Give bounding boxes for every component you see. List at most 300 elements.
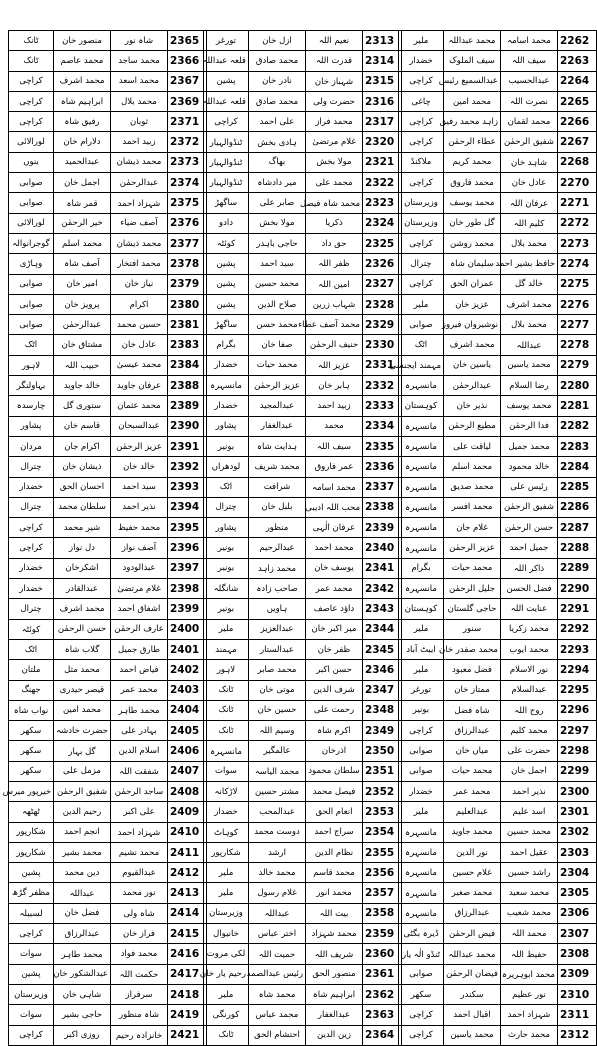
person-name: عبدالسلام xyxy=(501,680,558,700)
serial-number: 2311 xyxy=(558,1005,597,1025)
father-name: عبدالغفار xyxy=(249,416,306,436)
father-name: زاہد محمد رفیق xyxy=(444,112,501,132)
father-name: محمد صفدر خان xyxy=(444,639,501,659)
district-name: سوات xyxy=(9,1005,54,1025)
serial-number: 2295 xyxy=(558,680,597,700)
table-row xyxy=(204,335,402,355)
table-row xyxy=(9,477,207,497)
district-name: پشاور xyxy=(9,416,54,436)
father-name: منصور خان xyxy=(54,31,111,51)
person-name: آصف ضیاء xyxy=(111,213,168,233)
serial-number: 2332 xyxy=(363,376,402,396)
serial-number: 2356 xyxy=(363,863,402,883)
father-name: ارشد xyxy=(249,842,306,862)
father-name: صفا خان xyxy=(249,335,306,355)
father-name: انجم احمد xyxy=(54,822,111,842)
roster-block-left xyxy=(2,30,200,1042)
father-name: شرافت xyxy=(249,477,306,497)
serial-number: 2278 xyxy=(558,335,597,355)
table-row xyxy=(204,741,402,761)
district-name: قلعہ عبداللہ xyxy=(204,51,249,71)
father-name: دلارام خان xyxy=(54,132,111,152)
district-name: خضدار xyxy=(9,558,54,578)
person-name: فراز خان xyxy=(111,924,168,944)
table-row xyxy=(204,254,402,274)
serial-number: 2407 xyxy=(168,761,207,781)
district-name: ٹنڈوالہیار xyxy=(204,173,249,193)
serial-number: 2315 xyxy=(363,71,402,91)
person-name: نیاز خان xyxy=(111,274,168,294)
district-name: مانسہرہ xyxy=(399,457,444,477)
table-row xyxy=(399,132,597,152)
district-name: کوئٹہ xyxy=(9,619,54,639)
table-row xyxy=(204,376,402,396)
serial-number: 2380 xyxy=(168,294,207,314)
table-row xyxy=(399,924,597,944)
father-name: امیر خان xyxy=(54,274,111,294)
district-name: کراچی xyxy=(9,112,54,132)
person-name: محب اللہ ادیبی xyxy=(306,497,363,517)
table-row xyxy=(9,579,207,599)
table-row xyxy=(204,477,402,497)
father-name: محمد کریم xyxy=(444,152,501,172)
table-row xyxy=(204,944,402,964)
district-name: خیرپور میرس xyxy=(9,781,54,801)
table-row xyxy=(204,599,402,619)
table-row xyxy=(399,355,597,375)
person-name: محمد اسامہ xyxy=(306,477,363,497)
serial-number: 2406 xyxy=(168,741,207,761)
father-name: لیاقت علی xyxy=(444,436,501,456)
table-row xyxy=(204,579,402,599)
father-name: سنور xyxy=(444,619,501,639)
table-row xyxy=(9,274,207,294)
father-name: روزی اکبر xyxy=(54,1025,111,1045)
table-row xyxy=(399,721,597,741)
father-name: میاں خان xyxy=(444,741,501,761)
father-name: نذیر خان xyxy=(444,396,501,416)
district-name: ملیر xyxy=(204,883,249,903)
person-name: زبید احمد xyxy=(111,132,168,152)
table-row xyxy=(9,416,207,436)
table-row xyxy=(204,680,402,700)
district-name: کراچی xyxy=(399,721,444,741)
table-row xyxy=(399,538,597,558)
district-name: شکارپور xyxy=(9,822,54,842)
table-row xyxy=(399,579,597,599)
table-row xyxy=(9,781,207,801)
father-name: آصف شاہ xyxy=(54,254,111,274)
person-name: عبدالودود xyxy=(111,558,168,578)
district-name: کراچی xyxy=(399,132,444,152)
father-name: حاجی گلستان xyxy=(444,599,501,619)
table-row xyxy=(399,376,597,396)
serial-number: 2314 xyxy=(363,51,402,71)
table-row xyxy=(9,173,207,193)
table-row xyxy=(9,436,207,456)
serial-number: 2290 xyxy=(558,579,597,599)
person-name: محمد نشیم xyxy=(111,842,168,862)
table-row xyxy=(399,518,597,538)
father-name: گل بہار xyxy=(54,741,111,761)
father-name: غلام جان xyxy=(444,518,501,538)
father-name: پرویز خان xyxy=(54,294,111,314)
serial-number: 2360 xyxy=(363,944,402,964)
serial-number: 2317 xyxy=(363,112,402,132)
district-name: مانسہرہ xyxy=(399,903,444,923)
table-row xyxy=(399,781,597,801)
district-name: رحیم یار خان xyxy=(204,964,249,984)
person-name: محمد اللہ xyxy=(501,924,558,944)
serial-number: 2322 xyxy=(363,173,402,193)
serial-number: 2396 xyxy=(168,538,207,558)
serial-number: 2285 xyxy=(558,477,597,497)
district-name: خانیوال xyxy=(204,924,249,944)
table-row xyxy=(399,477,597,497)
serial-number: 2405 xyxy=(168,721,207,741)
father-name: دوست محمد xyxy=(249,822,306,842)
person-name: عرفان جاوید xyxy=(111,376,168,396)
district-name: وزیرستان xyxy=(399,213,444,233)
father-name: گلاب شاہ xyxy=(54,639,111,659)
table-row xyxy=(399,31,597,51)
person-name: محمد اشرف xyxy=(501,294,558,314)
table-row xyxy=(9,924,207,944)
person-name: رحمت علی xyxy=(306,700,363,720)
person-name: نظام الدین xyxy=(306,842,363,862)
district-name: مانسہرہ xyxy=(399,538,444,558)
table-row xyxy=(9,152,207,172)
person-name: محمد کلیم xyxy=(501,721,558,741)
serial-number: 2268 xyxy=(558,152,597,172)
father-name: عبدالرزاق xyxy=(54,924,111,944)
serial-number: 2267 xyxy=(558,132,597,152)
serial-number: 2416 xyxy=(168,944,207,964)
table-row xyxy=(204,802,402,822)
serial-number: 2377 xyxy=(168,233,207,253)
table-row xyxy=(399,396,597,416)
serial-number: 2354 xyxy=(363,822,402,842)
district-name: صوابی xyxy=(9,315,54,335)
district-name: ٹانک xyxy=(9,51,54,71)
person-name: نور عظیم xyxy=(501,984,558,1004)
serial-number: 2394 xyxy=(168,497,207,517)
district-name: ملاکنڈ xyxy=(399,152,444,172)
district-name: کراچی xyxy=(9,538,54,558)
person-name: سید احمد xyxy=(111,477,168,497)
person-name: فیصل محمد xyxy=(306,781,363,801)
serial-number: 2361 xyxy=(363,964,402,984)
serial-number: 2303 xyxy=(558,842,597,862)
district-name: بونیر xyxy=(204,599,249,619)
person-name: شاہ منظور xyxy=(111,1005,168,1025)
table-row xyxy=(399,558,597,578)
table-row xyxy=(204,132,402,152)
father-name: عزیز خان xyxy=(444,294,501,314)
person-name: شہباز خان xyxy=(306,71,363,91)
district-name: کراچی xyxy=(9,518,54,538)
father-name: محمد شاہ xyxy=(249,984,306,1004)
person-name: محمد حارث xyxy=(501,1025,558,1045)
table-row xyxy=(399,315,597,335)
serial-number: 2351 xyxy=(363,761,402,781)
district-name: چترال xyxy=(204,497,249,517)
district-name: چترال xyxy=(9,457,54,477)
table-row xyxy=(399,660,597,680)
district-name: ملیر xyxy=(204,984,249,1004)
serial-number: 2414 xyxy=(168,903,207,923)
father-name: محمد امین xyxy=(444,91,501,111)
person-name: فدا الرحمٰن xyxy=(501,416,558,436)
person-name: ظفر اللہ xyxy=(306,254,363,274)
father-name: اجمل خان xyxy=(54,173,111,193)
serial-number: 2335 xyxy=(363,436,402,456)
serial-number: 2316 xyxy=(363,91,402,111)
person-name: محمد قاسم xyxy=(306,863,363,883)
person-name: عرفان اللہ xyxy=(501,193,558,213)
table-row xyxy=(204,274,402,294)
serial-number: 2299 xyxy=(558,761,597,781)
table-row xyxy=(399,700,597,720)
person-name: حسن الرحمٰن xyxy=(501,518,558,538)
district-name: بنوں xyxy=(9,152,54,172)
father-name: عزیز الرحمٰن xyxy=(444,538,501,558)
serial-number: 2263 xyxy=(558,51,597,71)
father-name: غلام حسین xyxy=(444,863,501,883)
table-row xyxy=(9,599,207,619)
district-name: بہاولنگر xyxy=(9,376,54,396)
district-name: خضدار xyxy=(204,802,249,822)
table-row xyxy=(399,903,597,923)
person-name: غلام مرتضیٰ xyxy=(111,579,168,599)
person-name: اکرام xyxy=(111,294,168,314)
father-name: غلام رسول xyxy=(249,883,306,903)
father-name: فیض الرحمٰن xyxy=(444,924,501,944)
serial-number: 2331 xyxy=(363,355,402,375)
serial-number: 2348 xyxy=(363,700,402,720)
person-name: جمیل احمد xyxy=(501,538,558,558)
serial-number: 2378 xyxy=(168,254,207,274)
person-name: شاہد خان xyxy=(501,152,558,172)
district-name: گوجرانوالہ xyxy=(9,233,54,253)
person-name: حنیف الرحمٰن xyxy=(306,335,363,355)
table-row xyxy=(399,497,597,517)
serial-number: 2287 xyxy=(558,518,597,538)
father-name: اشکرخان xyxy=(54,558,111,578)
table-row xyxy=(9,254,207,274)
person-name: محمد حفیظ xyxy=(111,518,168,538)
district-name: لودھراں xyxy=(204,457,249,477)
serial-number: 2395 xyxy=(168,518,207,538)
table-row xyxy=(204,193,402,213)
father-name: شاہ فضل xyxy=(444,700,501,720)
district-name: شانگلہ xyxy=(204,579,249,599)
father-name: ہاویں xyxy=(249,599,306,619)
table-row xyxy=(9,335,207,355)
person-name: عبدالرحمٰن xyxy=(111,173,168,193)
district-name: ایبٹ آباد xyxy=(399,639,444,659)
person-name: اجمل خان xyxy=(501,761,558,781)
person-name: عقیل احمد xyxy=(501,842,558,862)
father-name: عبدالمحب xyxy=(249,802,306,822)
serial-number: 2379 xyxy=(168,274,207,294)
table-row xyxy=(9,538,207,558)
serial-number: 2366 xyxy=(168,51,207,71)
table-row xyxy=(204,294,402,314)
father-name: قیصر حیدری xyxy=(54,680,111,700)
district-name: مظفر گڑھ xyxy=(9,883,54,903)
serial-number: 2421 xyxy=(168,1025,207,1045)
father-name: بھاگ xyxy=(249,152,306,172)
district-name: خضدار xyxy=(204,355,249,375)
father-name: عبدالرزاق xyxy=(444,721,501,741)
serial-number: 2344 xyxy=(363,619,402,639)
person-name: حفیظ اللہ xyxy=(501,944,558,964)
person-name: حضرت علی xyxy=(501,741,558,761)
person-name: نصرت اللہ xyxy=(501,91,558,111)
table-row xyxy=(204,416,402,436)
district-name: ڈیرہ بگٹی xyxy=(399,924,444,944)
serial-number: 2265 xyxy=(558,91,597,111)
person-name: محمد عمر xyxy=(111,680,168,700)
district-name: خضدار xyxy=(9,579,54,599)
table-row xyxy=(9,31,207,51)
table-row xyxy=(9,741,207,761)
table-row xyxy=(204,112,402,132)
register-page xyxy=(2,30,590,1042)
table-row xyxy=(9,660,207,680)
serial-number: 2289 xyxy=(558,558,597,578)
father-name: قمر شاہ xyxy=(54,193,111,213)
father-name: محمد یوسف xyxy=(444,193,501,213)
district-name: صوابی xyxy=(399,741,444,761)
father-name: محمد خالد xyxy=(249,863,306,883)
table-row xyxy=(9,497,207,517)
serial-number: 2301 xyxy=(558,802,597,822)
serial-number: 2417 xyxy=(168,964,207,984)
father-name: محمد حسین xyxy=(249,274,306,294)
district-name: ملیر xyxy=(399,294,444,314)
father-name: ہدایت شاہ xyxy=(249,436,306,456)
table-row xyxy=(204,538,402,558)
serial-number: 2276 xyxy=(558,294,597,314)
district-name: ٹانک xyxy=(204,1025,249,1045)
person-name: عبدالغفار xyxy=(306,1005,363,1025)
district-name: پشین xyxy=(9,964,54,984)
table-row xyxy=(204,863,402,883)
serial-number: 2345 xyxy=(363,639,402,659)
district-name: سوات xyxy=(9,944,54,964)
serial-number: 2411 xyxy=(168,842,207,862)
serial-number: 2362 xyxy=(363,984,402,1004)
person-name: محمد بلال xyxy=(111,91,168,111)
district-name: کوئٹہ xyxy=(204,233,249,253)
table-row xyxy=(399,112,597,132)
serial-number: 2337 xyxy=(363,477,402,497)
table-row xyxy=(204,1005,402,1025)
person-name: طارق جمیل xyxy=(111,639,168,659)
father-name: محمد عبداللہ xyxy=(444,31,501,51)
person-name: ساجد الرحمٰن xyxy=(111,781,168,801)
table-row xyxy=(204,213,402,233)
father-name: صاحب زادہ xyxy=(249,579,306,599)
table-row xyxy=(204,51,402,71)
district-name: لسبیلہ xyxy=(9,903,54,923)
serial-number: 2338 xyxy=(363,497,402,517)
serial-number: 2359 xyxy=(363,924,402,944)
person-name: شہاب زرین xyxy=(306,294,363,314)
serial-number: 2292 xyxy=(558,619,597,639)
father-name: محمد روشن xyxy=(444,233,501,253)
table-row xyxy=(399,152,597,172)
serial-number: 2392 xyxy=(168,457,207,477)
district-name: لاہور xyxy=(204,660,249,680)
father-name: محمد عباس xyxy=(249,1005,306,1025)
person-name: عزیز اللہ xyxy=(306,355,363,375)
table-row xyxy=(9,91,207,111)
district-name: کراچی xyxy=(399,1025,444,1045)
table-row xyxy=(204,660,402,680)
table-row xyxy=(399,741,597,761)
father-name: محمد افسر xyxy=(444,497,501,517)
table-row xyxy=(9,822,207,842)
district-name: بونیر xyxy=(399,700,444,720)
father-name: ہادی بخش xyxy=(249,132,306,152)
person-name: مولا بخش xyxy=(306,152,363,172)
father-name: جلیل الرحمٰن xyxy=(444,579,501,599)
father-name: میر دادشاہ xyxy=(249,173,306,193)
serial-number: 2365 xyxy=(168,31,207,51)
father-name: رحیم الدین xyxy=(54,802,111,822)
serial-number: 2363 xyxy=(363,1005,402,1025)
table-row xyxy=(204,315,402,335)
person-name: نذیر احمد xyxy=(501,781,558,801)
table-row xyxy=(9,619,207,639)
father-name: نوشیروان فیروز xyxy=(444,315,501,335)
district-name: مانسہرہ xyxy=(399,497,444,517)
serial-number: 2305 xyxy=(558,883,597,903)
person-name: عادل خان xyxy=(501,173,558,193)
father-name: سکندر xyxy=(444,984,501,1004)
serial-number: 2321 xyxy=(363,152,402,172)
district-name: لکی مروت xyxy=(204,944,249,964)
table-row xyxy=(204,964,402,984)
father-name: محمد امین xyxy=(54,700,111,720)
district-name: صوابی xyxy=(9,173,54,193)
district-name: صوابی xyxy=(399,761,444,781)
person-name: ابراہیم شاہ xyxy=(306,984,363,1004)
serial-number: 2313 xyxy=(363,31,402,51)
father-name: علی احمد xyxy=(249,112,306,132)
serial-number: 2346 xyxy=(363,660,402,680)
father-name: محمد طاہر xyxy=(54,944,111,964)
person-name: عبدالحسیب xyxy=(501,71,558,91)
father-name: یاسین خان xyxy=(444,355,501,375)
district-name: کوہستان xyxy=(399,396,444,416)
district-name: جھنگ xyxy=(9,680,54,700)
person-name: نعیم اللہ xyxy=(306,31,363,51)
person-name: محمد یوسف xyxy=(501,396,558,416)
person-name: شہزاد احمد xyxy=(111,822,168,842)
district-name: مہمند ایجنسی xyxy=(399,355,444,375)
serial-number: 2323 xyxy=(363,193,402,213)
person-name: محمد احمد xyxy=(306,538,363,558)
person-name: ذاکر اللہ xyxy=(501,558,558,578)
table-row xyxy=(9,944,207,964)
serial-number: 2312 xyxy=(558,1025,597,1045)
district-name: لورالائی xyxy=(9,132,54,152)
table-row xyxy=(399,416,597,436)
